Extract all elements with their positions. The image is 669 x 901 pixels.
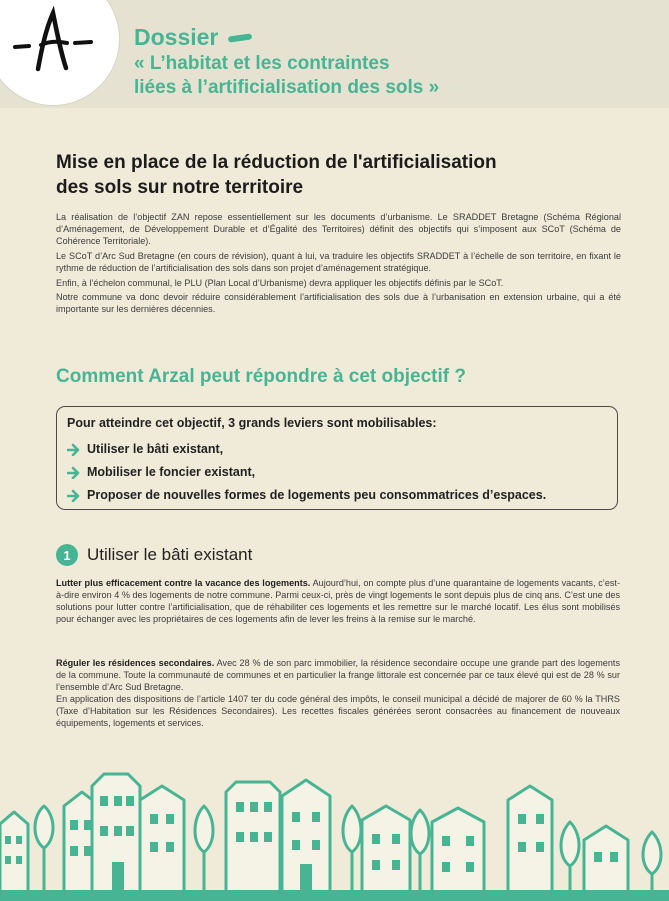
paragraph: Enfin, à l’échelon communal, le PLU (Plan Local d’Urbanisme) devra appliquer les objectifs définis par le SCoT. xyxy=(56,277,504,288)
dossier-title-line1: « L’habitat et les contraintes xyxy=(134,53,390,74)
secondary-homes-paragraph xyxy=(56,658,620,729)
dossier-label: Dossier xyxy=(134,24,219,50)
paragraph-body: Aujourd’hui, on compte plus d’une quarantaine de logements vacants, c’est-à-dire environ 4 % des logements de notre commune. Parmi ceux-ci, près de vingt logements le sont depuis plus de cinq ans. C’est une des solutions pour lutter contre l’artificialisation, que de réhabiliter ces logements et les remettre sur le marché locatif. Les élus sont mobilisés pour échanger avec les propriétaires de ces logements afin de lever les freins à la remise sur le marché. xyxy=(56,578,620,624)
lever-label: Utiliser le bâti existant, xyxy=(87,441,224,456)
dash-decoration xyxy=(228,33,253,42)
lever-label: Proposer de nouvelles formes de logements peu consommatrices d’espaces. xyxy=(87,487,547,502)
paragraph: La réalisation de l’objectif ZAN repose essentiellement sur les documents d’urbanisme. Le SRADDET Bretagne (Schéma Régional d’Aménagement, de Développement Durable et d’Égalité des Territoires) définit des objectifs qui s’imposent aux SCoT (Schéma de Cohérence Territoriale). xyxy=(56,212,621,246)
houses-trees-illustration xyxy=(0,766,669,901)
vacancy-paragraph xyxy=(56,578,620,626)
section2-title: Comment Arzal peut répondre à cet objectif ? xyxy=(56,366,466,387)
intro-text xyxy=(56,212,621,319)
section-title-line1: Mise en place de la réduction de l'artificialisation xyxy=(56,152,497,173)
paragraph-lead: Lutter plus efficacement contre la vacance des logements. xyxy=(56,578,311,588)
lever-item xyxy=(67,437,617,460)
levers-intro: Pour atteindre cet objectif, 3 grands leviers sont mobilisables: xyxy=(67,416,437,430)
lever1-title: Utiliser le bâti existant xyxy=(87,545,253,564)
section-title-line2: des sols sur notre territoire xyxy=(56,177,304,198)
lever1-heading xyxy=(56,544,252,566)
paragraph: Notre commune va donc devoir réduire considérablement l’artificialisation des sols due à l’urbanisation en extension urbaine, qui a été importante sur les dernières décennies. xyxy=(56,292,621,315)
lever-label: Mobiliser le foncier existant, xyxy=(87,464,256,479)
lever-item xyxy=(67,460,617,483)
paragraph: Le SCoT d’Arc Sud Bretagne (en cours de révision), quant à lui, va traduire les objectifs SRADDET à l’échelle de son territoire, en fixant le rythme de réduction de l’artificialisation des sols dans son projet d’aménagement stratégique. xyxy=(56,250,621,273)
paragraph-lead: Réguler les résidences secondaires. xyxy=(56,658,215,668)
arrow-right-icon xyxy=(67,465,83,479)
dossier-title-line2: liées à l’artificialisation des sols » xyxy=(134,77,440,98)
header-band xyxy=(0,0,669,108)
arrow-right-icon xyxy=(67,488,83,502)
levers-box xyxy=(56,406,618,510)
paragraph-body: En application des dispositions de l’article 1407 ter du code général des impôts, le conseil municipal a décidé de majorer de 60 % la THRS (Taxe d’Habitation sur les Résidences Secondaires). Les recettes fiscales générées seront consacrées au financement de nouveaux équipements, logements et services. xyxy=(56,693,620,728)
number-badge: 1 xyxy=(56,544,78,566)
logo xyxy=(0,0,120,106)
paragraph-body: Avec 28 % de son parc immobilier, la résidence secondaire occupe une grande part des logements de la commune. Toute la communauté de communes et en particulier la frange littorale est concernée par ce taux élevé qui est de 28 % sur l’ensemble d’Arc Sud Bretagne. xyxy=(56,658,620,692)
lever-item xyxy=(67,483,617,506)
arrow-right-icon xyxy=(67,442,83,456)
section-title xyxy=(56,150,626,200)
